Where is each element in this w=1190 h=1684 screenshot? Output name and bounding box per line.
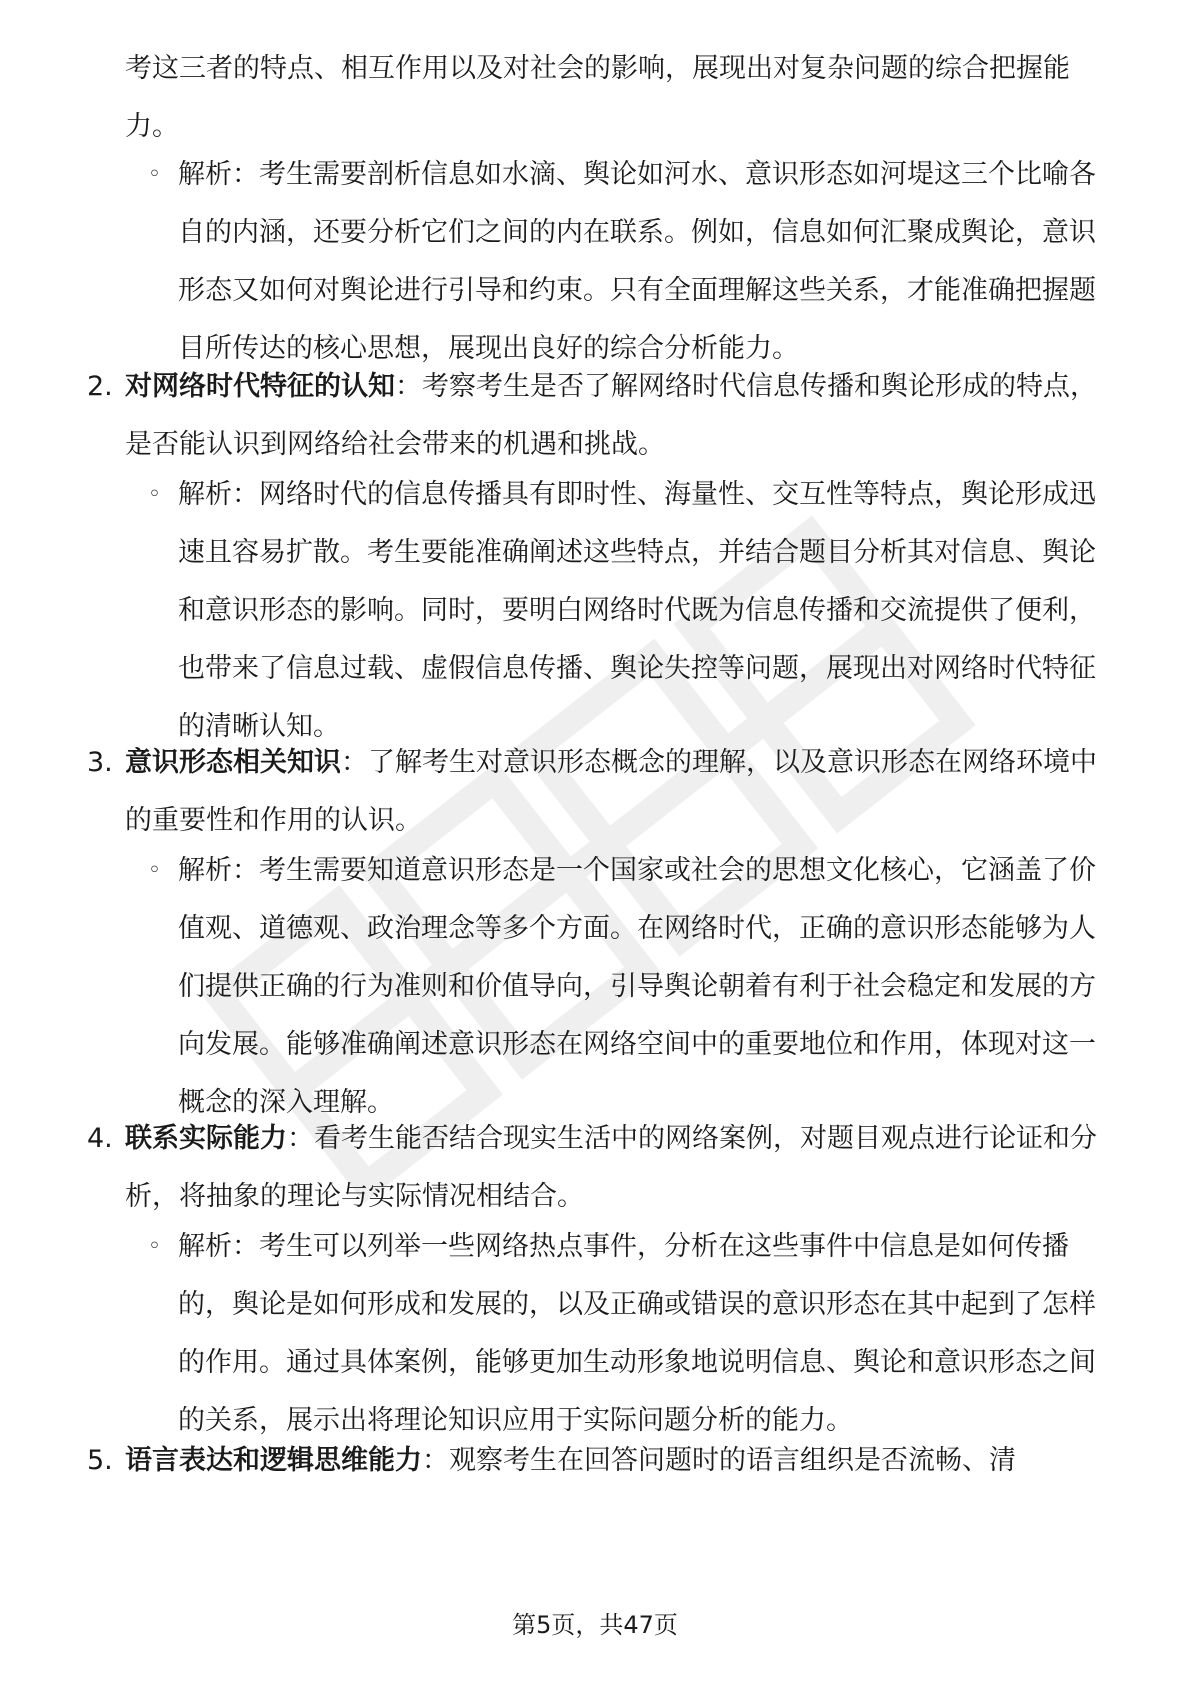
item-description: ：观察考生在回答问题时的语言组织是否流畅、清 (422, 1445, 1016, 1476)
bullet-icon: ◦ (148, 482, 161, 507)
item-heading: 语言表达和逻辑思维能力 (125, 1445, 422, 1476)
analysis-text: 考生需要知道意识形态是一个国家或社会的思想文化核心，它涵盖了价值观、道德观、政治理念等多个方面。在网络时代，正确的意识形态能够为人们提供正确的行为准则和价值导向，引导舆论朝着有利于社会稳定和发展的方向发展。能够准确阐述意识形态在网络空间中的重要地位和作用，体现对这一概念的深入理解。 (178, 855, 1096, 1118)
item-heading: 对网络时代特征的认知 (125, 371, 395, 402)
list-item-5 (87, 1432, 1115, 1490)
analysis-text: 考生可以列举一些网络热点事件，分析在这些事件中信息是如何传播的，舆论是如何形成和发展的，以及正确或错误的意识形态在其中起到了怎样的作用。通过具体案例，能够更加生动形象地说明信息、舆论和意识形态之间的关系，展示出将理论知识应用于实际问题分析的能力。 (178, 1231, 1096, 1436)
analysis-text: 网络时代的信息传播具有即时性、海量性、交互性等特点，舆论形成迅速且容易扩散。考生要能准确阐述这些特点，并结合题目分析其对信息、舆论和意识形态的影响。同时，要明白网络时代既为信息传播和交流提供了便利，也带来了信息过载、虚假信息传播、舆论失控等问题，展现出对网络时代特征的清晰认知。 (178, 479, 1096, 742)
analysis-1 (148, 146, 1115, 378)
list-item-4 (87, 1110, 1115, 1226)
item-heading: 意识形态相关知识 (125, 747, 341, 778)
bullet-icon: ◦ (148, 162, 161, 187)
item-heading: 联系实际能力 (125, 1123, 287, 1154)
item-description: ：看考生能否结合现实生活中的网络案例，对题目观点进行论证和分析，将抽象的理论与实际情况相结合。 (125, 1123, 1097, 1212)
list-item-3 (87, 734, 1115, 850)
bullet-icon: ◦ (148, 1234, 161, 1259)
analysis-label: 解析： (178, 159, 259, 190)
analysis-3 (148, 842, 1115, 1132)
item-number: 2. (87, 371, 113, 402)
intro-continuation: 考这三者的特点、相互作用以及对社会的影响，展现出对复杂问题的综合把握能力。 (125, 53, 1070, 142)
item-number: 5. (87, 1445, 113, 1476)
analysis-text: 考生需要剖析信息如水滴、舆论如河水、意识形态如河堤这三个比喻各自的内涵，还要分析它们之间的内在联系。例如，信息如何汇聚成舆论，意识形态又如何对舆论进行引导和约束。只有全面理解这些关系，才能准确把握题目所传达的核心思想，展现出良好的综合分析能力。 (178, 159, 1096, 364)
bullet-icon: ◦ (148, 858, 161, 883)
item-description: ：了解考生对意识形态概念的理解，以及意识形态在网络环境中的重要性和作用的认识。 (125, 747, 1097, 836)
item-description: ：考察考生是否了解网络时代信息传播和舆论形成的特点，是否能认识到网络给社会带来的机遇和挑战。 (125, 371, 1097, 460)
page-number-footer: 第5页，共47页 (512, 1611, 678, 1639)
analysis-label: 解析： (178, 855, 259, 886)
analysis-label: 解析： (178, 1231, 259, 1262)
item-number: 4. (87, 1123, 113, 1154)
analysis-4 (148, 1218, 1115, 1450)
item-number: 3. (87, 747, 113, 778)
analysis-2 (148, 466, 1115, 756)
analysis-label: 解析： (178, 479, 259, 510)
list-item-2 (87, 358, 1115, 474)
